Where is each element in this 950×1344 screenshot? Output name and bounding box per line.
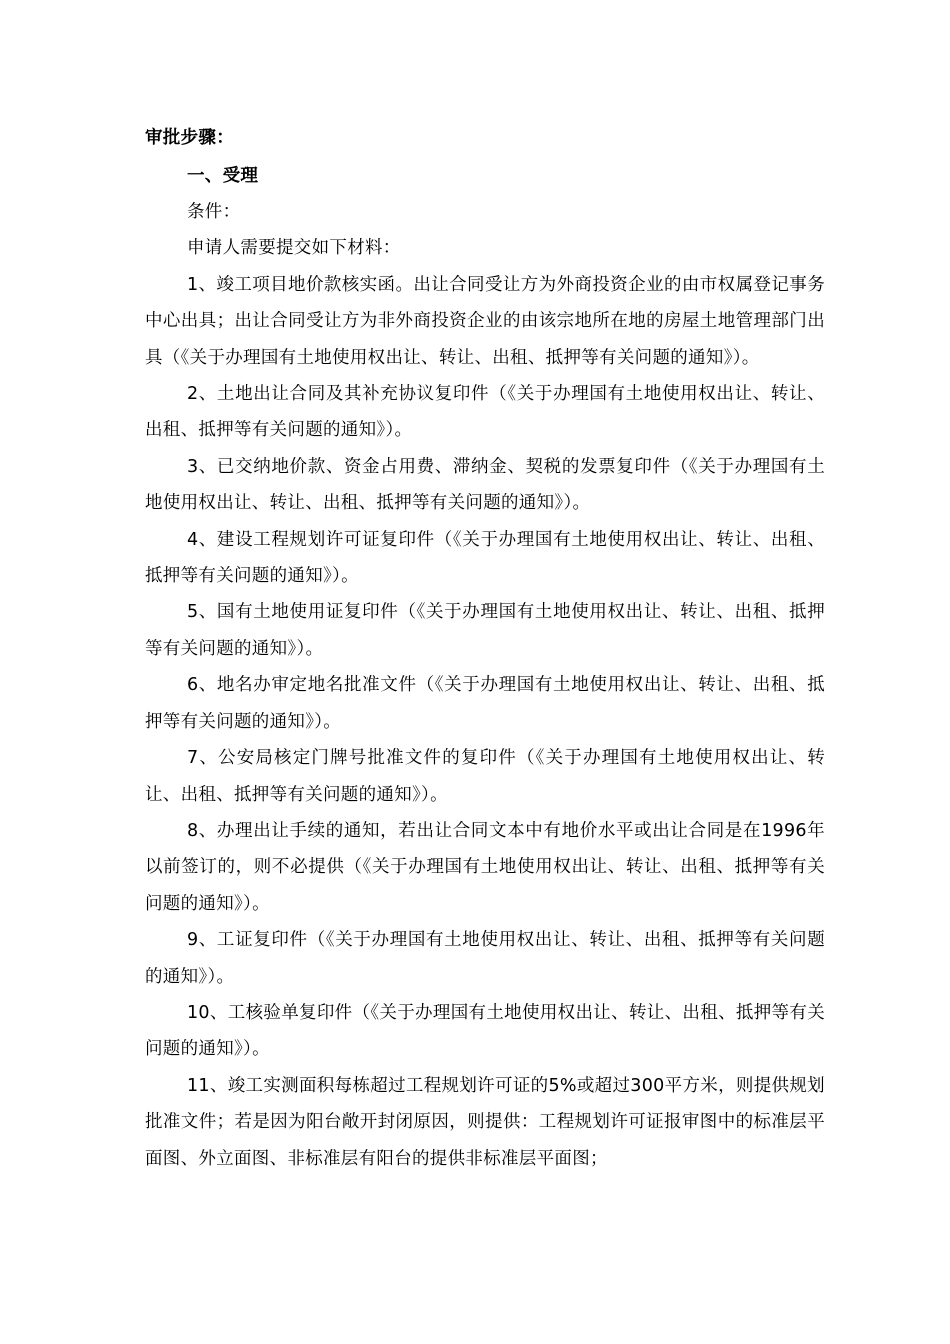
material-item-7: 7、公安局核定门牌号批准文件的复印件（《关于办理国有土地使用权出让、转让、出租、抵押等有关问题的通知》）。 [145,748,825,805]
material-item-9: 9、工证复印件（《关于办理国有土地使用权出让、转让、出租、抵押等有关问题的通知》）。 [145,930,825,987]
material-item-5: 5、国有土地使用证复印件（《关于办理国有土地使用权出让、转让、出租、抵押等有关问题的通知》）。 [145,602,825,659]
condition-label: 条件： [187,202,241,222]
material-item-4: 4、建设工程规划许可证复印件（《关于办理国有土地使用权出让、转让、出租、抵押等有关问题的通知》）。 [145,529,825,587]
material-item-1: 1、竣工项目地价款核实函。出让合同受让方为外商投资企业的由市权属登记事务中心出具；出让合同受让方为非外商投资企业的由该宗地所在地的房屋土地管理部门出具（《关于办理国有土地使用权出让、转让、出租、抵押等有关问题的通知》）。 [145,274,825,368]
material-item-8: 8、办理出让手续的通知，若出让合同文本中有地价水平或出让合同是在1996年以前签订的，则不必提供（《关于办理国有土地使用权出让、转让、出租、抵押等有关问题的通知》）。 [145,820,825,914]
material-item-11: 11、竣工实测面积每栋超过工程规划许可证的5%或超过300平方米，则提供规划批准文件；若是因为阳台敞开封闭原因，则提供：工程规划许可证报审图中的标准层平面图、外立面图、非标准层有阳台的提供非标准层平面图； [145,1075,825,1169]
materials-intro: 申请人需要提交如下材料： [187,238,401,259]
material-item-2: 2、土地出让合同及其补充协议复印件（《关于办理国有土地使用权出让、转让、出租、抵押等有关问题的通知》）。 [145,384,825,441]
material-item-10: 10、工核验单复印件（《关于办理国有土地使用权出让、转让、出租、抵押等有关问题的通知》）。 [145,1002,825,1060]
material-item-6: 6、地名办审定地名批准文件（《关于办理国有土地使用权出让、转让、出租、抵押等有关问题的通知》）。 [145,675,825,732]
document-body [145,118,825,1177]
material-item-3: 3、已交纳地价款、资金占用费、滞纳金、契税的发票复印件（《关于办理国有土地使用权出让、转让、出租、抵押等有关问题的通知》）。 [145,456,825,514]
document-title: 审批步骤： [145,128,234,148]
section-heading: 一、受理 [187,166,259,186]
